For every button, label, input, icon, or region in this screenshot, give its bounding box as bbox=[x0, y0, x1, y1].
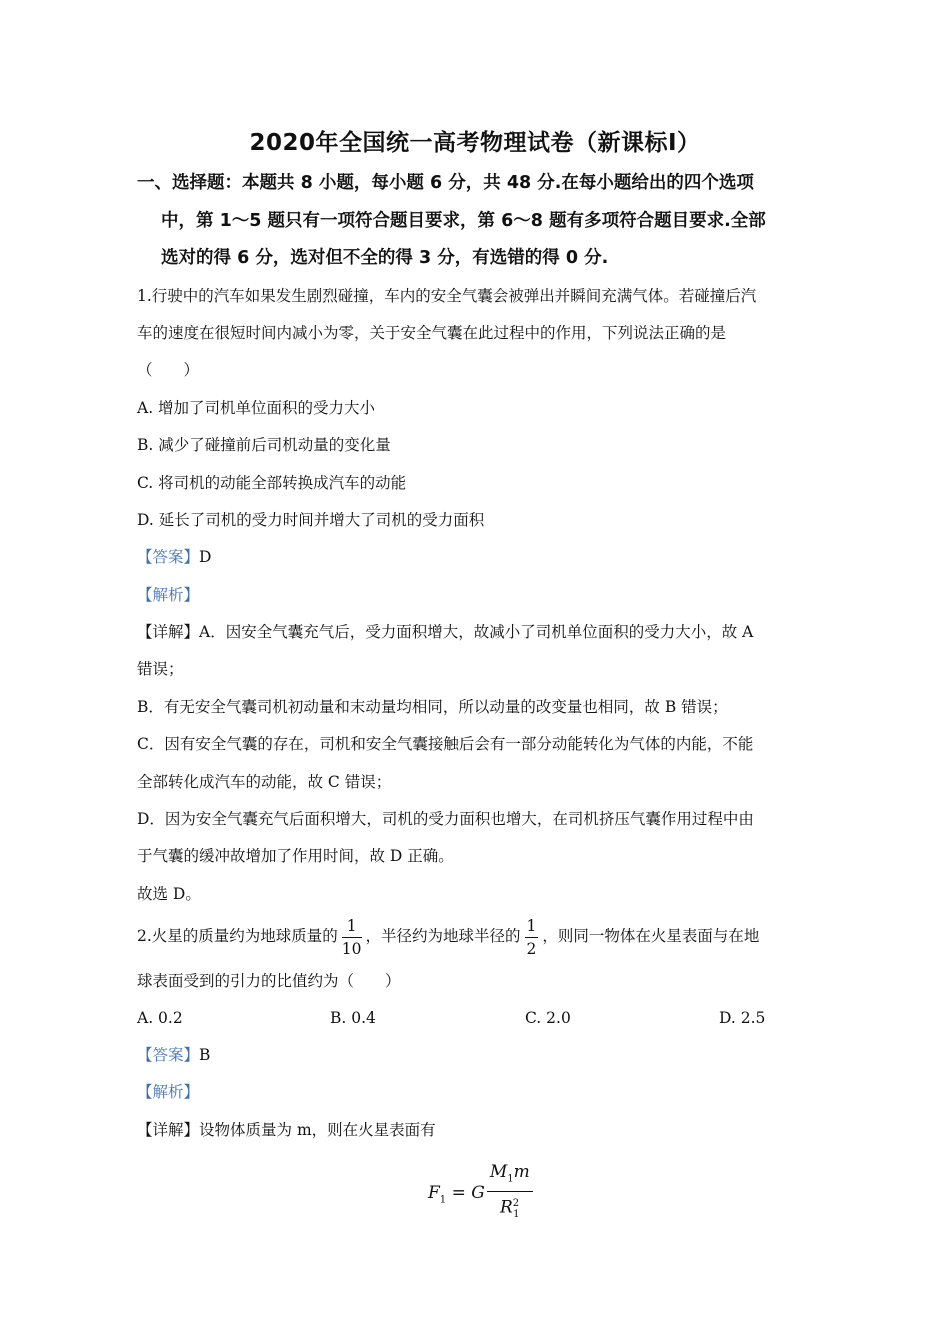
q1-detail-line-5: 全部转化成汽车的动能，故 C 错误； bbox=[137, 773, 392, 791]
q2-fraction-radius bbox=[525, 915, 539, 960]
section-line-1: 一、选择题：本题共 8 小题，每小题 6 分，共 48 分.在每小题给出的四个选项 bbox=[137, 173, 754, 193]
formula-den-sup: 2 bbox=[512, 1198, 520, 1210]
q2-analysis-tag: 【解析】 bbox=[137, 1083, 200, 1101]
formula-equals: = G bbox=[446, 1183, 485, 1204]
formula-den-sub: 1 bbox=[513, 1209, 520, 1221]
formula-denominator bbox=[487, 1192, 533, 1227]
gravity-formula bbox=[428, 1160, 533, 1227]
formula-numerator bbox=[487, 1160, 533, 1192]
q1-detail-line-8: 故选 D。 bbox=[137, 885, 201, 903]
q1-option-d: D. 延长了司机的受力时间并增大了司机的受力面积 bbox=[137, 511, 485, 529]
q1-detail-line-6: D．因为安全气囊充气后面积增大，司机的受力面积也增大，在司机挤压气囊作用过程中由 bbox=[137, 810, 754, 828]
q2-stem-part-c: ，则同一物体在火星表面与在地 bbox=[542, 927, 760, 945]
q2-fraction-radius-num: 1 bbox=[525, 915, 539, 938]
q2-stem-line-1 bbox=[137, 914, 817, 960]
section-line-3: 选对的得 6 分，选对但不全的得 3 分，有选错的得 0 分. bbox=[161, 248, 609, 268]
q1-paren: （ ） bbox=[137, 361, 200, 379]
q1-answer bbox=[137, 546, 817, 568]
q1-detail-text-1: A．因安全气囊充气后，受力面积增大，故减小了司机单位面积的受力大小，故 A bbox=[199, 623, 754, 641]
q1-detail-tag: 【详解】 bbox=[137, 623, 200, 641]
q2-analysis bbox=[137, 1081, 817, 1103]
q1-answer-value: D bbox=[199, 548, 212, 566]
formula-den-r: R bbox=[499, 1198, 513, 1219]
q2-answer bbox=[137, 1044, 817, 1066]
section-line-2: 中，第 1～5 题只有一项符合题目要求，第 6～8 题有多项符合题目要求.全部 bbox=[161, 210, 766, 231]
q2-answer-tag: 【答案】 bbox=[137, 1046, 200, 1064]
q2-fraction-radius-den: 2 bbox=[526, 939, 537, 958]
formula-num-tail: m bbox=[513, 1162, 530, 1182]
q1-analysis bbox=[137, 584, 817, 606]
q2-option-d: D. 2.5 bbox=[719, 1009, 766, 1027]
q2-fraction-mass bbox=[342, 915, 362, 960]
formula-lhs-sub: 1 bbox=[439, 1194, 447, 1206]
q2-stem-part-a: 2.火星的质量约为地球质量的 bbox=[137, 927, 338, 945]
q1-detail-line-4: C．因有安全气囊的存在，司机和安全气囊接触后会有一部分动能转化为气体的内能，不能 bbox=[137, 735, 754, 753]
q2-detail-text: 设物体质量为 m，则在火星表面有 bbox=[199, 1121, 436, 1139]
q1-option-b: B. 减少了碰撞前后司机动量的变化量 bbox=[137, 436, 391, 454]
q1-detail-line-2: 错误； bbox=[137, 660, 184, 678]
q1-analysis-tag: 【解析】 bbox=[137, 586, 200, 604]
q1-answer-tag: 【答案】 bbox=[137, 548, 200, 566]
q1-detail-line-7: 于气囊的缓冲故增加了作用时间，故 D 正确。 bbox=[137, 847, 454, 865]
q2-detail-tag: 【详解】 bbox=[137, 1121, 200, 1139]
formula-num-m: M bbox=[489, 1162, 508, 1182]
formula-fraction bbox=[487, 1160, 533, 1227]
q1-detail-line-3: B．有无安全气囊司机初动量和末动量均相同，所以动量的改变量也相同，故 B 错误； bbox=[137, 698, 728, 716]
q2-fraction-mass-num: 1 bbox=[342, 915, 362, 938]
q2-detail-line-1 bbox=[137, 1119, 817, 1141]
q2-options bbox=[137, 1007, 817, 1029]
q2-option-b: B. 0.4 bbox=[330, 1009, 376, 1027]
q1-detail-line-1 bbox=[137, 621, 817, 643]
q2-option-a: A. 0.2 bbox=[137, 1009, 183, 1027]
section-heading bbox=[137, 165, 817, 278]
formula-num-sub: 1 bbox=[507, 1173, 514, 1185]
q1-stem-line-1: 1.行驶中的汽车如果发生剧烈碰撞，车内的安全气囊会被弹出并瞬间充满气体。若碰撞后汽 bbox=[137, 287, 757, 305]
q2-fraction-mass-den: 10 bbox=[341, 939, 362, 958]
q1-stem-line-2: 车的速度在很短时间内减小为零，关于安全气囊在此过程中的作用，下列说法正确的是 bbox=[137, 324, 727, 342]
q2-answer-value: B bbox=[199, 1046, 211, 1064]
q1-option-c: C. 将司机的动能全部转换成汽车的动能 bbox=[137, 474, 407, 492]
formula-lhs: F bbox=[428, 1183, 440, 1204]
q1-option-a: A. 增加了司机单位面积的受力大小 bbox=[137, 399, 376, 417]
exam-title: 2020年全国统一高考物理试卷（新课标Ⅰ） bbox=[249, 130, 701, 156]
q2-stem-part-b: ，半径约为地球半径的 bbox=[365, 927, 521, 945]
q2-option-c: C. 2.0 bbox=[525, 1009, 571, 1027]
q2-stem-line-2: 球表面受到的引力的比值约为（ ） bbox=[137, 972, 401, 990]
